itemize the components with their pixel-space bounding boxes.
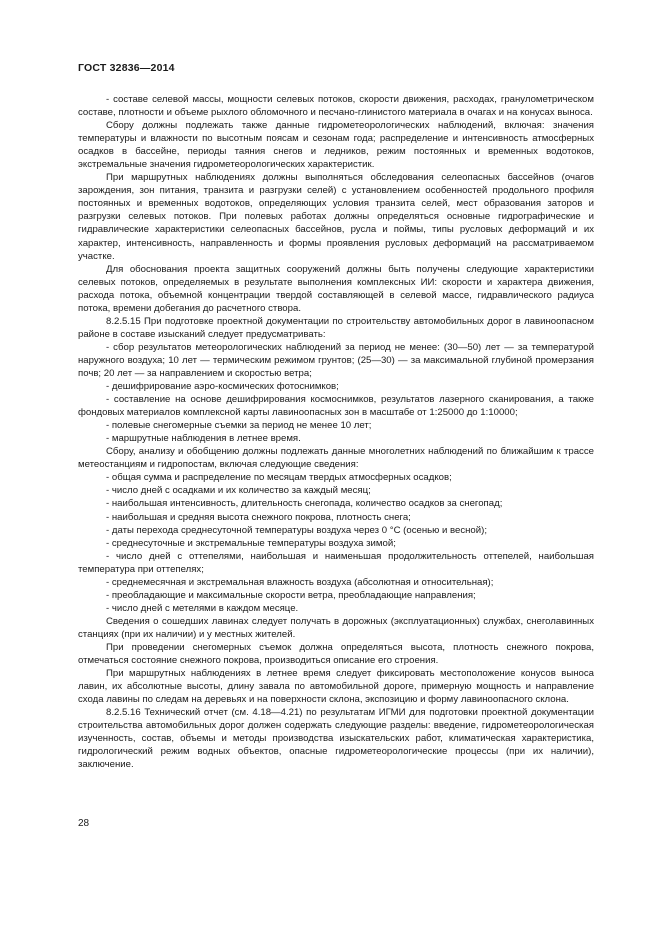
list-item: - составление на основе дешифрирования космоснимков, результатов лазерного сканирования, а также фондовых материалов комплексной карты лавиноопасных зон в масштабе от 1:25000 до 1:10000; (78, 394, 594, 419)
paragraph: Сбору должны подлежать также данные гидрометеорологических наблюдений, включая: значения температуры и влажности по высотным поясам и сезонам года; распределение и интенсивность атмосферных осадков в бассейне, периоды таяния снегов и ледников, режим постоянных и временных водотоков, экстремальные значения гидрометеорологических характеристик. (78, 120, 594, 171)
list-item: - маршрутные наблюдения в летнее время. (106, 433, 301, 445)
paragraph: Сбору, анализу и обобщению должны подлежать данные многолетних наблюдений по ближайшим к трассе метеостанциям и гидропостам, включая следующие сведения: (78, 446, 594, 471)
paragraph: При маршрутных наблюдениях в летнее время следует фиксировать местоположение конусов выноса лавин, их абсолютные высоты, длину завала по автомобильной дороге, примерную мощность и направление схода лавины по следам на деревьях и на поверхности склона, экспозицию и форму лавиноопасного склона. (78, 668, 594, 706)
paragraph: При проведении снегомерных съемок должна определяться высота, плотность снежного покрова, отмечаться состояние снежного покрова, производиться описание его строения. (78, 641, 594, 667)
list-item: - даты перехода среднесуточной температуры воздуха через 0 °С (осенью и весной); (106, 524, 487, 536)
list-item: - среднесуточные и экстремальные температуры воздуха зимой; (106, 537, 396, 549)
list-item: - сбор результатов метеорологических наблюдений за период не менее: (30—50) лет — за температурой наружного воздуха; 10 лет — термическим режимом грунтов; (25—30) — за максимальной глубиной промерзания почв; 20 лет — за направлением и скоростью ветра; (78, 341, 594, 379)
page-number: 28 (78, 818, 90, 829)
paragraph: 8.2.5.16 Технический отчет (см. 4.18—4.21) по результатам ИГМИ для подготовки проектной документации строительства автомобильных дорог должен содержать следующие разделы: введение, гидрометеорологическая изученность, состав, объемы и методы производства изыскательских работ, климатическая характеристика, гидрологический режим водных объектов, опасные гидрометеорологические процессы (при их наличии), заключение. (78, 707, 594, 771)
list-item: - дешифрирование аэро-космических фотоснимков; (106, 381, 339, 393)
paragraph: При маршрутных наблюдениях должны выполняться обследования селеопасных бассейнов (очагов зарождения, зон питания, транзита и разгрузки селей) с установлением особенностей продольного профиля постоянных и временных водотоков, определяющих условия транзита селей, мест образования заторов и разгрузки селевых потоков. При полевых работах должны определяться основные гидрографические и гидравлические характеристики селеопасных бассейнов, русла и поймы, типы русловых деформаций и их характер, интенсивность, направленность и формы проявления русловых деформаций на рассматриваемом участке. (78, 172, 594, 262)
document-body (78, 93, 594, 771)
list-item: - число дней с оттепелями, наибольшая и наименьшая продолжительность оттепелей, наибольшая температура при оттепелях; (78, 550, 594, 575)
list-item: - наибольшая и средняя высота снежного покрова, плотность снега; (106, 511, 411, 523)
list-item: - число дней с метелями в каждом месяце. (106, 602, 299, 614)
paragraph: 8.2.5.15 При подготовке проектной документации по строительству автомобильных дорог в лавиноопасном районе в составе изысканий следует предусматривать: (78, 315, 594, 340)
list-item: - полевые снегомерные съемки за период не менее 10 лет; (106, 420, 372, 432)
paragraph: - составе селевой массы, мощности селевых потоков, скорости движения, расходах, гранулометрическом составе, плотности и объеме рыхлого обломочного и песчано-глинистого материала в очагах и на конусах выноса. (78, 94, 594, 119)
list-item: - среднемесячная и экстремальная влажность воздуха (абсолютная и относительная); (106, 576, 494, 588)
list-item: - наибольшая интенсивность, длительность снегопада, количество осадков за снегопад; (106, 498, 503, 510)
paragraph: Для обоснования проекта защитных сооружений должны быть получены следующие характеристики селевых потоков, определяемых в результате выполнения комплексных ИИ: скорости и характера движения, расхода потока, объемной концентрации твердой составляющей в селевой массе, гидравлического радиуса потока, времени добегания до расчетного створа. (78, 263, 594, 314)
document-header: ГОСТ 32836—2014 (78, 62, 175, 74)
list-item: - преобладающие и максимальные скорости ветра, преобладающие направления; (106, 589, 476, 601)
list-item: - число дней с осадками и их количество за каждый месяц; (106, 485, 371, 497)
list-item: - общая сумма и распределение по месяцам твердых атмосферных осадков; (106, 472, 452, 484)
paragraph: Сведения о сошедших лавинах следует получать в дорожных (эксплуатационных) службах, снеголавинных станциях (при их наличии) и у местных жителей. (78, 615, 594, 640)
